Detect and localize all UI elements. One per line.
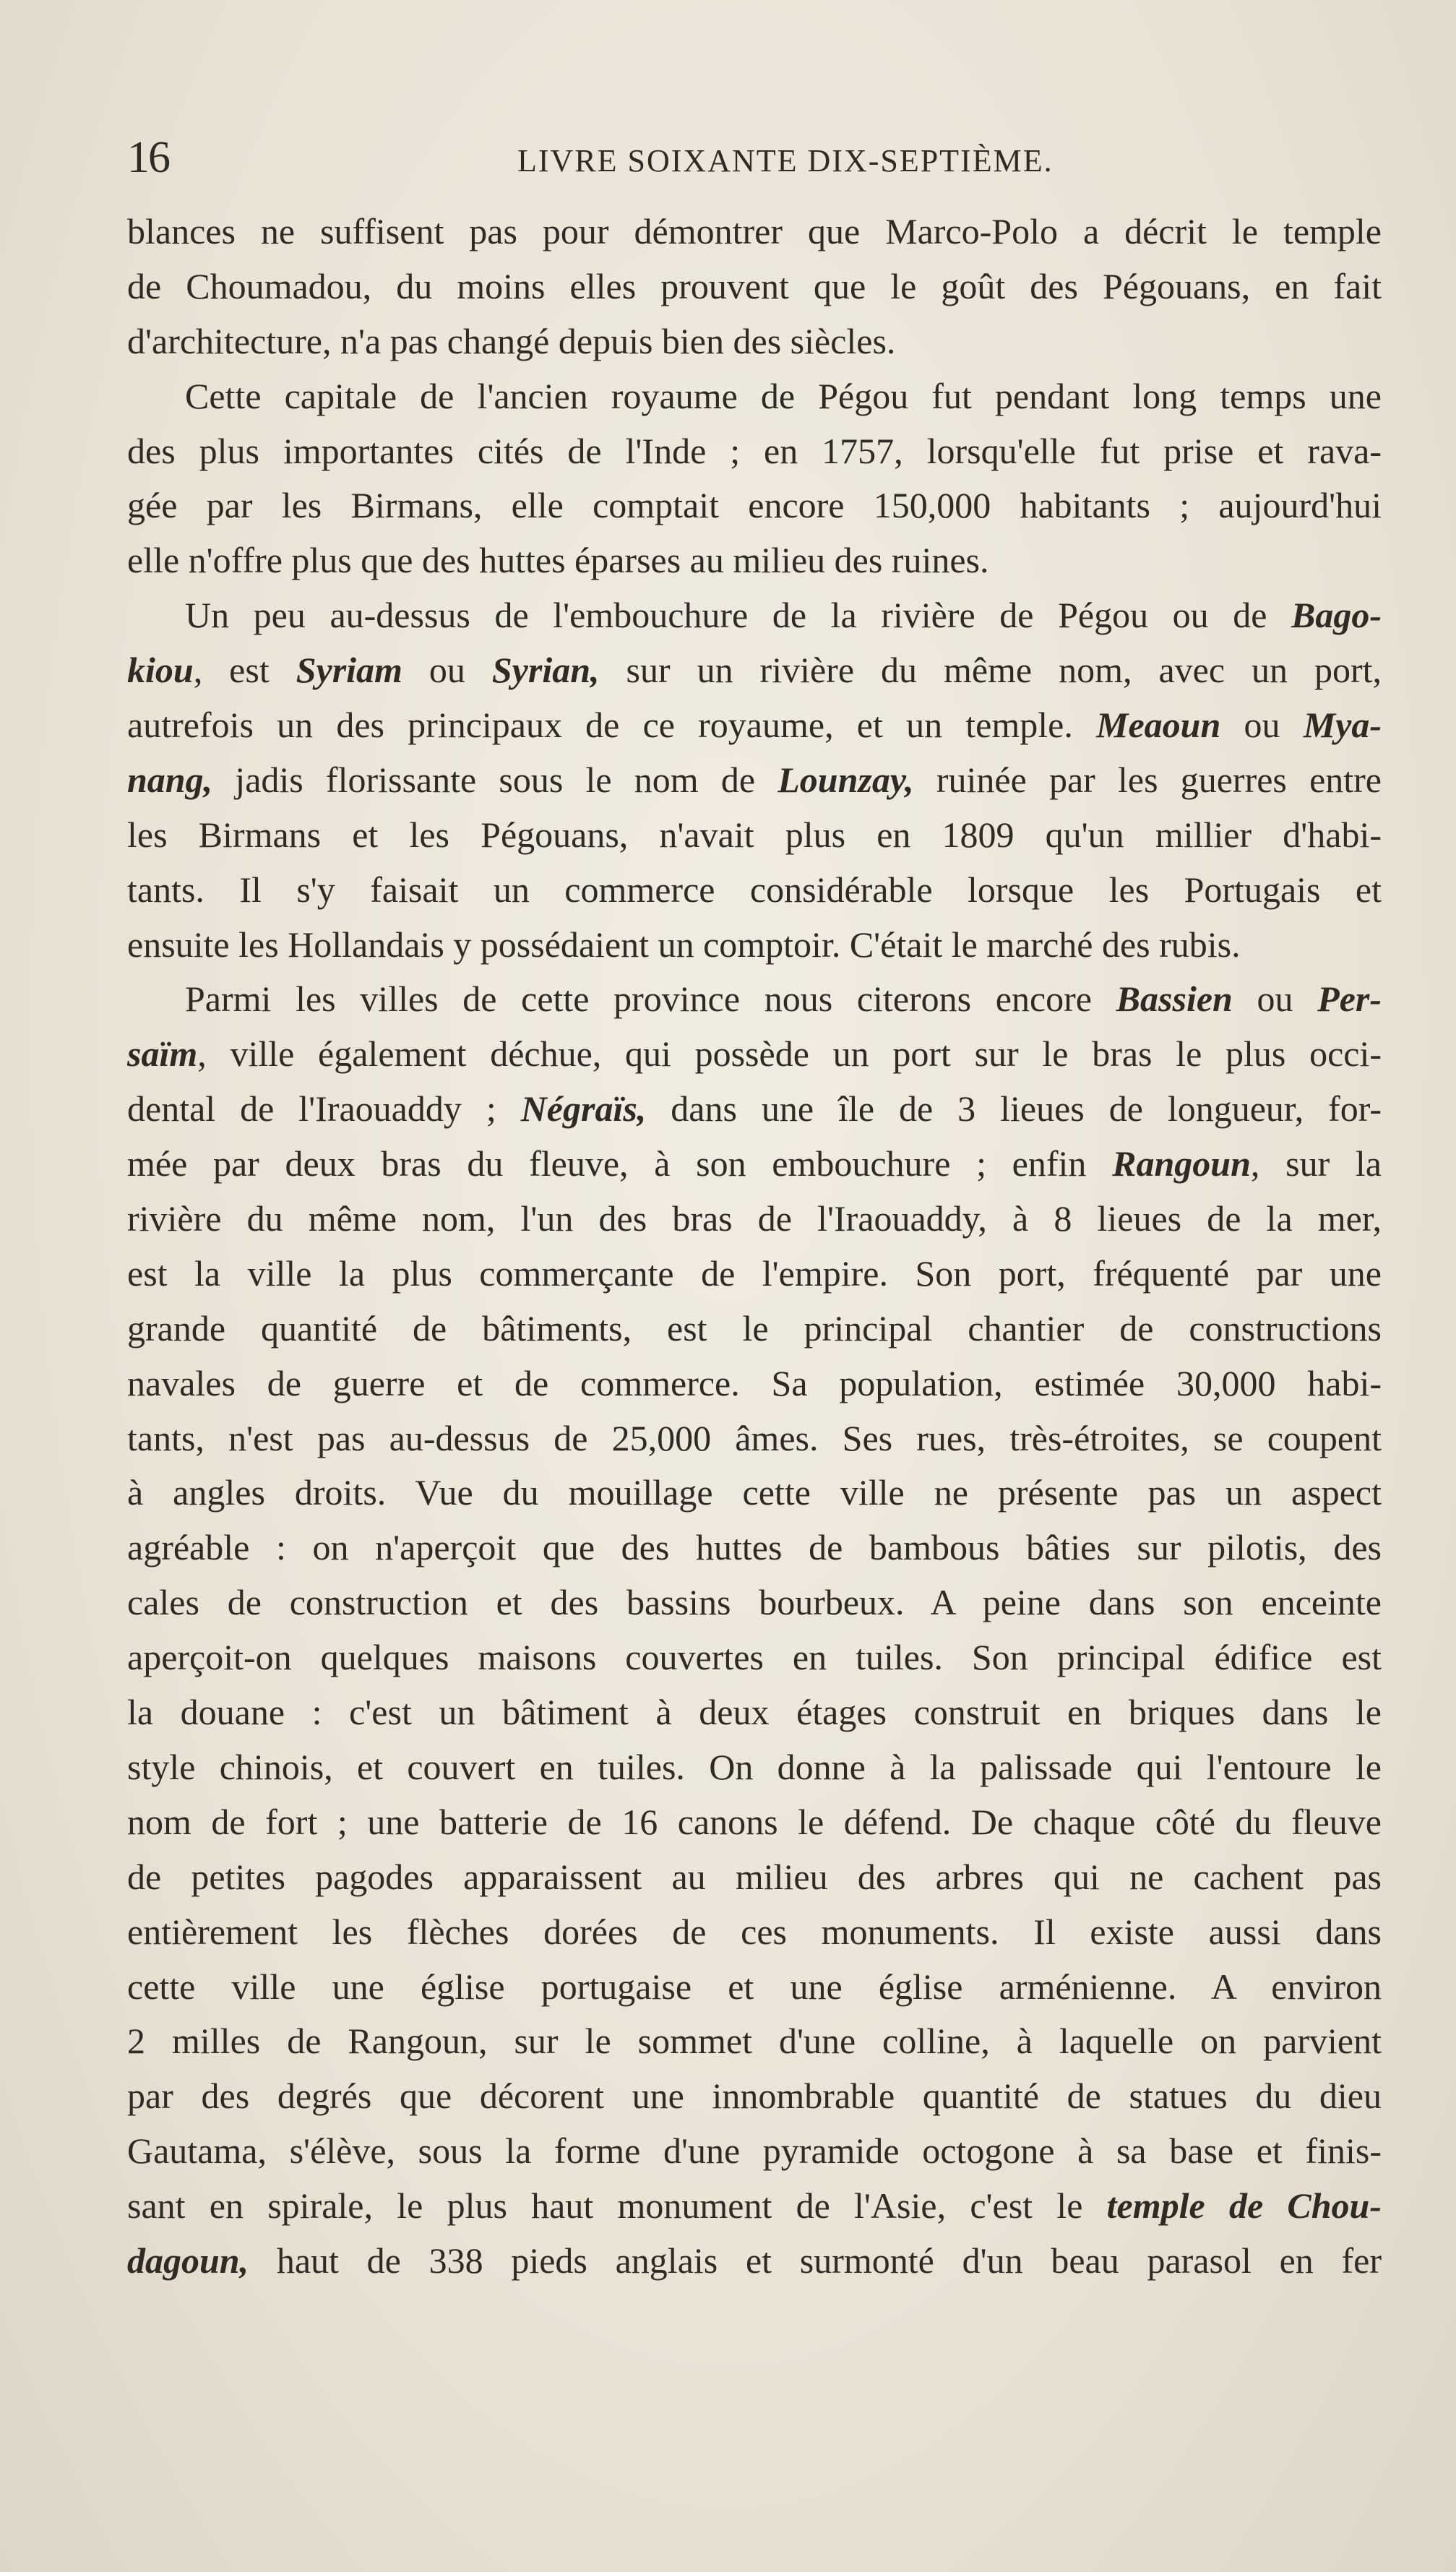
text-line: Gautama, s'élève, sous la forme d'une pyramide octogone à sa base et finis- — [127, 2130, 1382, 2172]
text-line: la douane : c'est un bâtiment à deux étages construit en briques dans le — [127, 1692, 1382, 1733]
text-line: rivière du même nom, l'un des bras de l'Iraouaddy, à 8 lieues de la mer, — [127, 1198, 1382, 1239]
text-line: de petites pagodes apparaissent au milieu des arbres qui ne cachent pas — [127, 1856, 1382, 1897]
running-head: LIVRE SOIXANTE DIX-SEPTIÈME. — [517, 143, 1054, 179]
text-line: les Birmans et les Pégouans, n'avait plus en 1809 qu'un millier d'habi- — [127, 814, 1382, 855]
text-line: nom de fort ; une batterie de 16 canons le défend. De chaque côté du fleuve — [127, 1801, 1382, 1842]
text-line: sant en spirale, le plus haut monument de l'Asie, c'est le temple de Chou- — [127, 2185, 1382, 2227]
text-line: Un peu au-dessus de l'embouchure de la rivière de Pégou ou de Bago- — [185, 595, 1382, 636]
text-line: tants. Il s'y faisait un commerce considérable lorsque les Portugais et — [127, 869, 1382, 910]
text-line: dagoun, haut de 338 pieds anglais et surmonté d'un beau parasol en fer — [127, 2240, 1382, 2281]
text-line: blances ne suffisent pas pour démontrer que Marco-Polo a décrit le temple — [127, 211, 1382, 251]
text-line: Parmi les villes de cette province nous citerons encore Bassien ou Per- — [185, 979, 1382, 1020]
text-line: agréable : on n'aperçoit que des huttes de bambous bâties sur pilotis, des — [127, 1527, 1382, 1568]
text-line: d'architecture, n'a pas changé depuis bien des siècles. — [127, 320, 896, 361]
text-line: navales de guerre et de commerce. Sa population, estimée 30,000 habi- — [127, 1362, 1382, 1403]
text-line: des plus importantes cités de l'Inde ; en 1757, lorsqu'elle fut prise et rava- — [127, 430, 1382, 471]
text-line: gée par les Birmans, elle comptait encore 150,000 habitants ; aujourd'hui — [127, 485, 1382, 526]
text-line: saïm, ville également déchue, qui possède un port sur le bras le plus occi- — [127, 1033, 1382, 1075]
text-line: autrefois un des principaux de ce royaume, et un temple. Meaoun ou Mya- — [127, 705, 1382, 746]
text-line: à angles droits. Vue du mouillage cette ville ne présente pas un aspect — [127, 1472, 1382, 1513]
text-line: dental de l'Iraouaddy ; Négraïs, dans une île de 3 lieues de longueur, for- — [127, 1088, 1382, 1130]
text-line: kiou, est Syriam ou Syrian, sur un rivière du même nom, avec un port, — [127, 650, 1382, 691]
text-line: entièrement les flèches dorées de ces monuments. Il existe aussi dans — [127, 1911, 1382, 1952]
page-number: 16 — [127, 133, 169, 182]
text-line: est la ville la plus commerçante de l'empire. Son port, fréquenté par une — [127, 1252, 1382, 1294]
text-line: Cette capitale de l'ancien royaume de Pégou fut pendant long temps une — [185, 375, 1382, 416]
text-line: 2 milles de Rangoun, sur le sommet d'une colline, à laquelle on parvient — [127, 2021, 1382, 2062]
text-line: grande quantité de bâtiments, est le principal chantier de constructions — [127, 1307, 1382, 1349]
text-line: cette ville une église portugaise et une église arménienne. A environ — [127, 1966, 1382, 2007]
text-line: nang, jadis florissante sous le nom de Lounzay, ruinée par les guerres entre — [127, 759, 1382, 800]
page-header — [127, 132, 1382, 190]
text-line: tants, n'est pas au-dessus de 25,000 âmes. Ses rues, très-étroites, se coupent — [127, 1417, 1382, 1458]
text-line: elle n'offre plus que des huttes éparses au milieu des ruines. — [127, 540, 989, 581]
body-text — [127, 205, 1382, 2289]
text-line: ensuite les Hollandais y possédaient un comptoir. C'était le marché des rubis. — [127, 924, 1241, 965]
text-line: style chinois, et couvert en tuiles. On donne à la palissade qui l'entoure le — [127, 1746, 1382, 1787]
text-line: cales de construction et des bassins bourbeux. A peine dans son enceinte — [127, 1582, 1382, 1623]
text-line: de Choumadou, du moins elles prouvent que le goût des Pégouans, en fait — [127, 265, 1382, 306]
text-line: mée par deux bras du fleuve, à son embouchure ; enfin Rangoun, sur la — [127, 1143, 1382, 1184]
text-line: par des degrés que décorent une innombrable quantité de statues du dieu — [127, 2076, 1382, 2117]
text-line: aperçoit-on quelques maisons couvertes en tuiles. Son principal édifice est — [127, 1637, 1382, 1678]
